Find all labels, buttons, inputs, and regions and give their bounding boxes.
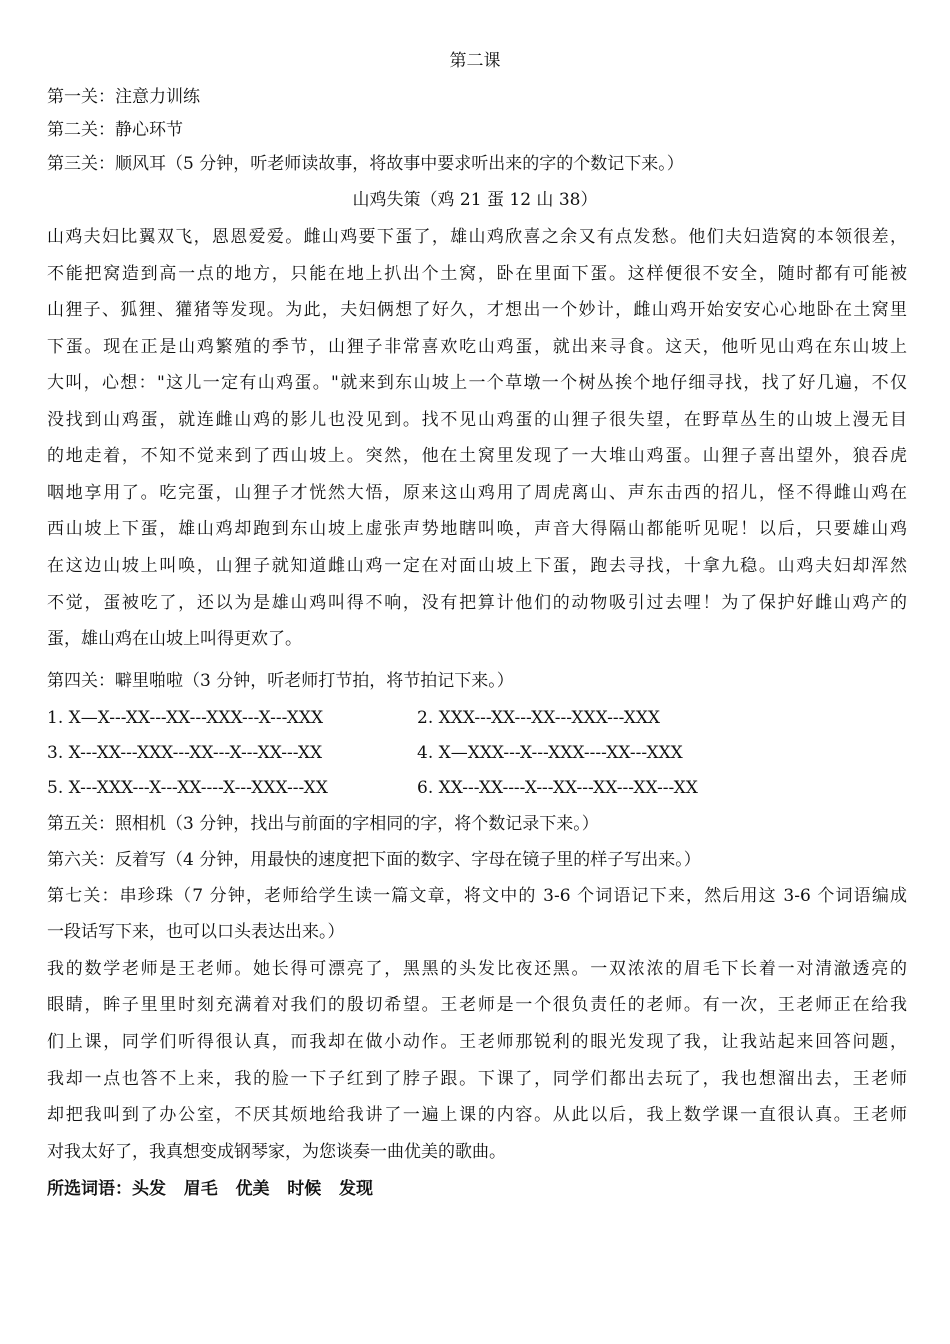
story-line: 不能把窝造到高一点的地方，只能在地上扒出个土窝，卧在里面下蛋。这样便很不安全，随时都有可能被 bbox=[47, 264, 907, 284]
rhythm-item: 5. X---XXX---X---XX----X---XXX---XX bbox=[47, 778, 328, 798]
essay-line: 却把我叫到了办公室，不厌其烦地给我讲了一遍上课的内容。从此以后，我上数学课一直很认真。王老师 bbox=[47, 1105, 907, 1125]
page-title: 第二课 bbox=[449, 51, 501, 71]
story-line: 西山坡上下蛋，雄山鸡却跑到东山坡上虚张声势地瞎叫唤，声音大得隔山都能听见呢！以后，只要雄山鸡 bbox=[47, 519, 907, 539]
story-line: 下蛋。现在正是山鸡繁殖的季节，山狸子非常喜欢吃山鸡蛋，就出来寻食。这天，他听见山鸡在东山坡上 bbox=[47, 337, 907, 357]
essay-line: 眼睛，眸子里里时刻充满着对我们的殷切希望。王老师是一个很负责任的老师。有一次，王老师正在给我 bbox=[47, 995, 907, 1015]
rhythm-row bbox=[47, 777, 907, 799]
story-line: 大叫，心想："这儿一定有山鸡蛋。"就来到东山坡上一个草墩一个树丛挨个地仔细寻找，找了好几遍，不仅 bbox=[47, 373, 907, 393]
essay-line: 我的数学老师是王老师。她长得可漂亮了，黑黑的头发比夜还黑。一双浓浓的眉毛下长着一对清澈透亮的 bbox=[47, 959, 907, 979]
level-7-continued: 一段话写下来，也可以口头表达出来。） bbox=[47, 922, 345, 942]
rhythm-item: 1. X—X---XX---XX---XXX---X---XXX bbox=[47, 708, 324, 728]
story-title: 山鸡失策（鸡 21 蛋 12 山 38） bbox=[352, 190, 598, 210]
essay-line: 对我太好了，我真想变成钢琴家，为您谈奏一曲优美的歌曲。 bbox=[47, 1142, 506, 1162]
level-7: 第七关：串珍珠（7 分钟，老师给学生读一篇文章，将文中的 3-6 个词语记下来，然后用这 3-6 个词语编成 bbox=[47, 886, 907, 906]
rhythm-item: 6. XX---XX----X---XX---XX---XX---XX bbox=[417, 778, 698, 798]
rhythm-row bbox=[47, 707, 907, 729]
level-4: 第四关：噼里啪啦（3 分钟，听老师打节拍，将节拍记下来。） bbox=[47, 671, 514, 691]
story-line: 在这边山坡上叫唤，山狸子就知道雌山鸡一定在对面山坡上下蛋，跑去寻找，十拿九稳。山鸡夫妇却浑然 bbox=[47, 556, 907, 576]
rhythm-item: 2. XXX---XX---XX---XXX---XXX bbox=[417, 708, 661, 728]
story-line: 的地走着，不知不觉来到了西山坡上。突然，他在土窝里发现了一大堆山鸡蛋。山狸子喜出望外，狼吞虎 bbox=[47, 446, 907, 466]
rhythm-row bbox=[47, 742, 907, 764]
level-3: 第三关：顺风耳（5 分钟，听老师读故事，将故事中要求听出来的字的个数记下来。） bbox=[47, 154, 684, 174]
story-line: 山狸子、狐狸、獾猪等发现。为此，夫妇俩想了好久，才想出一个妙计，雌山鸡开始安安心心地卧在土窝里 bbox=[47, 300, 907, 320]
rhythm-item: 3. X---XX---XXX---XX---X---XX---XX bbox=[47, 743, 323, 763]
story-line: 山鸡夫妇比翼双飞，恩恩爱爱。雌山鸡要下蛋了，雄山鸡欣喜之余又有点发愁。他们夫妇造窝的本领很差， bbox=[47, 227, 907, 247]
level-5: 第五关：照相机（3 分钟，找出与前面的字相同的字，将个数记录下来。） bbox=[47, 814, 599, 834]
rhythm-item: 4. X—XXX---X---XXX----XX---XXX bbox=[417, 743, 683, 763]
level-6: 第六关：反着写（4 分钟，用最快的速度把下面的数字、字母在镜子里的样子写出来。） bbox=[47, 850, 701, 870]
essay-line: 们上课，同学们听得很认真，而我却在做小动作。王老师那锐利的眼光发现了我，让我站起来回答问题， bbox=[47, 1032, 907, 1052]
selected-words: 所选词语：头发 眉毛 优美 时候 发现 bbox=[47, 1179, 374, 1199]
story-line: 咽地享用了。吃完蛋，山狸子才恍然大悟，原来这山鸡用了周虎离山、声东击西的招儿，怪不得雌山鸡在 bbox=[47, 483, 907, 503]
level-2: 第二关：静心环节 bbox=[47, 120, 183, 140]
story-line: 没找到山鸡蛋，就连雌山鸡的影儿也没见到。找不见山鸡蛋的山狸子很失望，在野草丛生的山坡上漫无目 bbox=[47, 410, 907, 430]
story-line: 不觉，蛋被吃了，还以为是雄山鸡叫得不响，没有把算计他们的动物吸引过去哩！为了保护好雌山鸡产的 bbox=[47, 593, 907, 613]
essay-line: 我却一点也答不上来，我的脸一下子红到了脖子跟。下课了，同学们都出去玩了，我也想溜出去，王老师 bbox=[47, 1069, 907, 1089]
story-line: 蛋，雄山鸡在山坡上叫得更欢了。 bbox=[47, 629, 302, 649]
level-1: 第一关：注意力训练 bbox=[47, 87, 200, 107]
